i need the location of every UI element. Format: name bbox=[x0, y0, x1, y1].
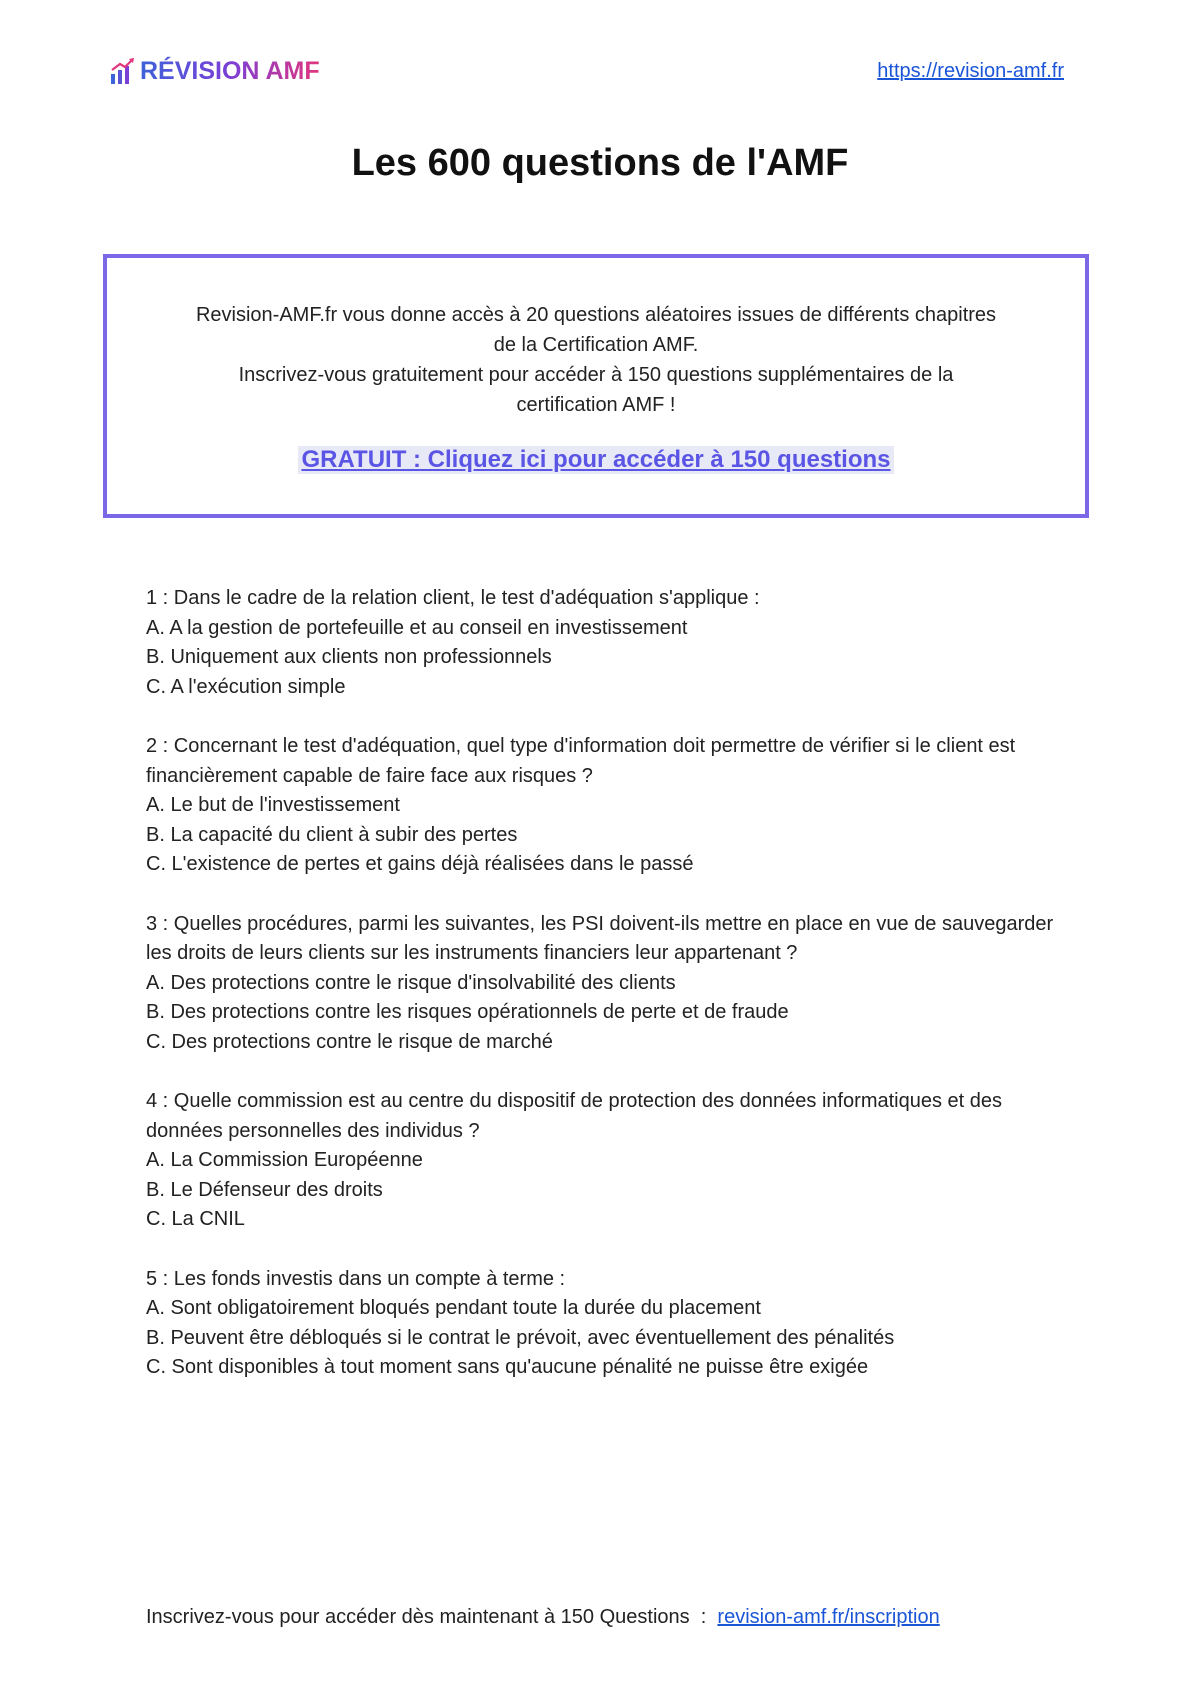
promo-box bbox=[103, 254, 1089, 518]
answer-option-b: B. Le Défenseur des droits bbox=[146, 1178, 383, 1201]
question-item bbox=[146, 1087, 1066, 1235]
answer-option-c: C. A l'exécution simple bbox=[146, 675, 346, 698]
answer-option-c: C. Sont disponibles à tout moment sans qu'aucune pénalité ne puisse être exigée bbox=[146, 1356, 869, 1378]
signup-cta-link[interactable]: GRATUIT : Cliquez ici pour accéder à 150 questions bbox=[298, 446, 893, 474]
question-item bbox=[146, 910, 1066, 1058]
promo-line-2: Inscrivez-vous gratuitement pour accéder à 150 questions supplémentaires de la certification AMF ! bbox=[238, 364, 954, 416]
footer-text: Inscrivez-vous pour accéder dès maintenant à 150 Questions : bbox=[146, 1606, 718, 1628]
answer-option-a: A. Sont obligatoirement bloqués pendant toute la durée du placement bbox=[146, 1297, 761, 1319]
answer-option-b: B. Des protections contre les risques opérationnels de perte et de fraude bbox=[146, 1001, 789, 1023]
answer-option-a: A. A la gestion de portefeuille et au conseil en investissement bbox=[146, 616, 688, 639]
answer-option-a: A. La Commission Européenne bbox=[146, 1149, 423, 1171]
promo-text bbox=[186, 300, 1006, 420]
answer-option-b: B. Uniquement aux clients non professionnels bbox=[146, 646, 552, 668]
brand-logo bbox=[110, 56, 320, 86]
question-text: 2 : Concernant le test d'adéquation, quel type d'information doit permettre de vérifier si le client est financièrement capable de faire face aux risques ? bbox=[146, 735, 1016, 787]
question-text: 4 : Quelle commission est au centre du dispositif de protection des données informatiques et des données personnelles des individus ? bbox=[146, 1090, 1003, 1142]
question-text: 1 : Dans le cadre de la relation client, le test d'adéquation s'applique : bbox=[146, 587, 760, 609]
bar-chart-arrow-icon bbox=[110, 56, 136, 86]
question-text: 5 : Les fonds investis dans un compte à terme : bbox=[146, 1267, 566, 1290]
answer-option-c: C. La CNIL bbox=[146, 1208, 245, 1230]
answer-option-a: A. Des protections contre le risque d'insolvabilité des clients bbox=[146, 971, 676, 994]
question-item bbox=[146, 732, 1066, 880]
answer-option-b: B. Peuvent être débloqués si le contrat le prévoit, avec éventuellement des pénalités bbox=[146, 1326, 895, 1349]
promo-line-1: Revision-AMF.fr vous donne accès à 20 questions aléatoires issues de différents chapitres de la Certification AMF. bbox=[195, 304, 997, 356]
question-list bbox=[146, 584, 1066, 1413]
site-link[interactable]: https://revision-amf.fr bbox=[877, 60, 1064, 82]
signup-link[interactable]: revision-amf.fr/inscription bbox=[717, 1606, 940, 1628]
footer bbox=[146, 1606, 940, 1629]
page-title: Les 600 questions de l'AMF bbox=[351, 142, 849, 184]
answer-option-a: A. Le but de l'investissement bbox=[146, 794, 400, 816]
logo-text: RÉVISION AMF bbox=[140, 57, 320, 85]
answer-option-c: C. L'existence de pertes et gains déjà réalisées dans le passé bbox=[146, 853, 694, 875]
answer-option-b: B. La capacité du client à subir des pertes bbox=[146, 823, 518, 846]
question-text: 3 : Quelles procédures, parmi les suivantes, les PSI doivent-ils mettre en place en vue de sauvegarder les droits de leurs clients sur les instruments financiers leur appartenant ? bbox=[146, 912, 1054, 964]
question-item bbox=[146, 1265, 1066, 1383]
question-item bbox=[146, 584, 1066, 702]
answer-option-c: C. Des protections contre le risque de marché bbox=[146, 1030, 553, 1053]
